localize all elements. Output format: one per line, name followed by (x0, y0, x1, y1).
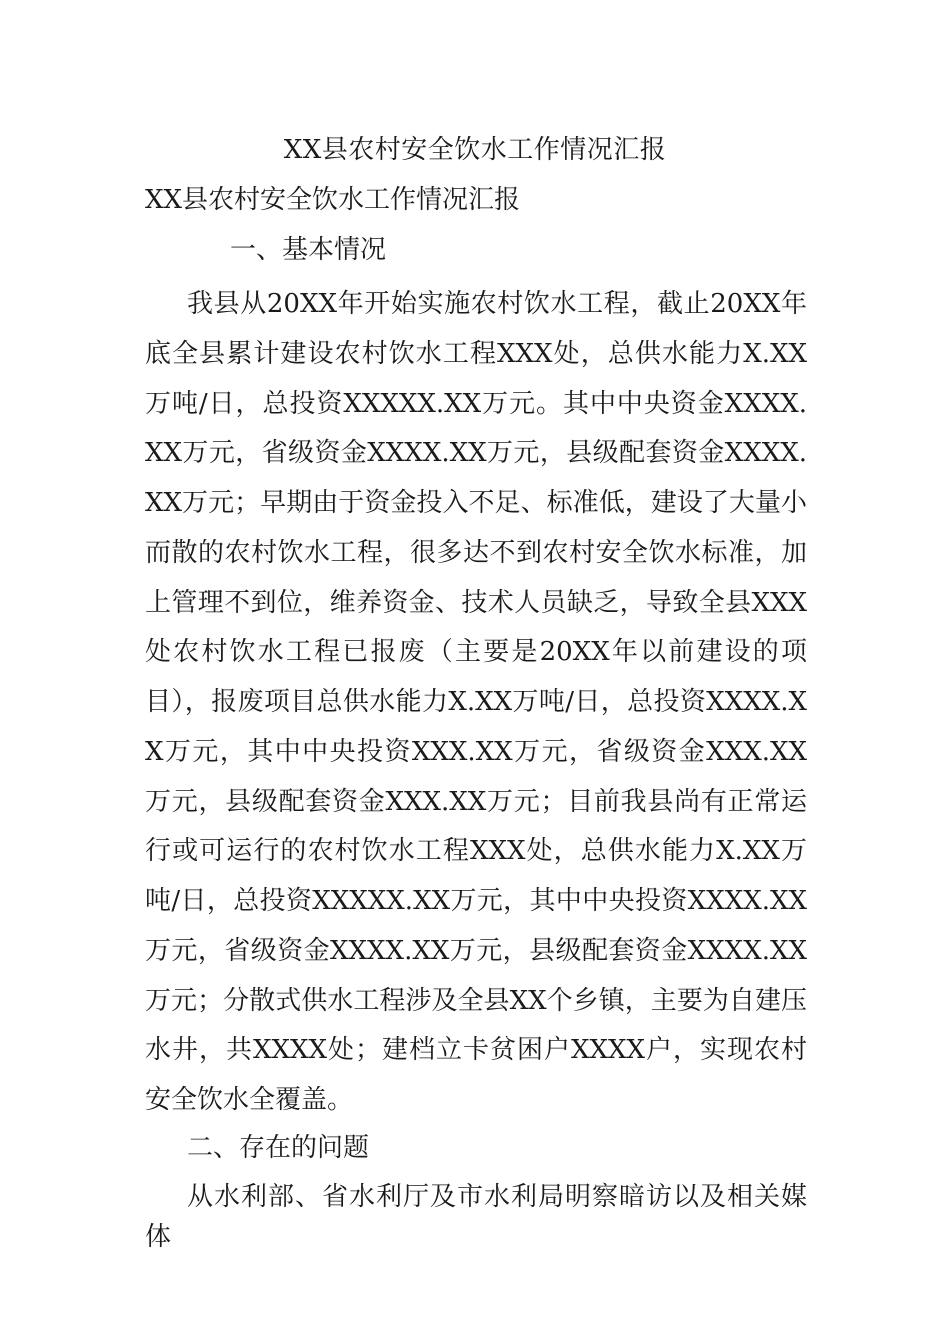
section-heading-basic-situation: 一、基本情况 (230, 235, 387, 265)
document-subtitle: XX县农村安全饮水工作情况汇报 (145, 185, 521, 215)
section-body-existing-problems: 从水利部、省水利厅及市水利局明察暗访以及相关媒体 (145, 1182, 807, 1252)
section-heading-existing-problems: 二、存在的问题 (187, 1133, 370, 1163)
section-body-basic-situation: 我县从20XX年开始实施农村饮水工程，截止20XX年底全县累计建设农村饮水工程XXX处，总供水能力X.XX万吨/日，总投资XXXXX.XX万元。其中中央资金XXXX.XX万元，省级资金XXXX.XX万元，县级配套资金XXXX.XX万元；早期由于资金投入不足、标准低，建设了大量小而散的农村饮水工程，很多达不到农村安全饮水标准，加上管理不到位，维养资金、技术人员缺乏，导致全县XXX处农村饮水工程已报废（主要是20XX年以前建设的项目），报废项目总供水能力X.XX万吨/日，总投资XXXX.XX万元，其中中央投资XXX.XX万元，省级资金XXX.XX万元，县级配套资金XXX.XX万元；目前我县尚有正常运行或可运行的农村饮水工程XXX处，总供水能力X.XX万吨/日，总投资XXXXX.XX万元，其中中央投资XXXX.XX万元，省级资金XXXX.XX万元，县级配套资金XXXX.XX万元；分散式供水工程涉及全县XX个乡镇，主要为自建压水井，共XXXX处；建档立卡贫困户XXXX户，实现农村安全饮水全覆盖。 (145, 289, 807, 1115)
document-title: XX县农村安全饮水工作情况汇报 (283, 135, 667, 165)
